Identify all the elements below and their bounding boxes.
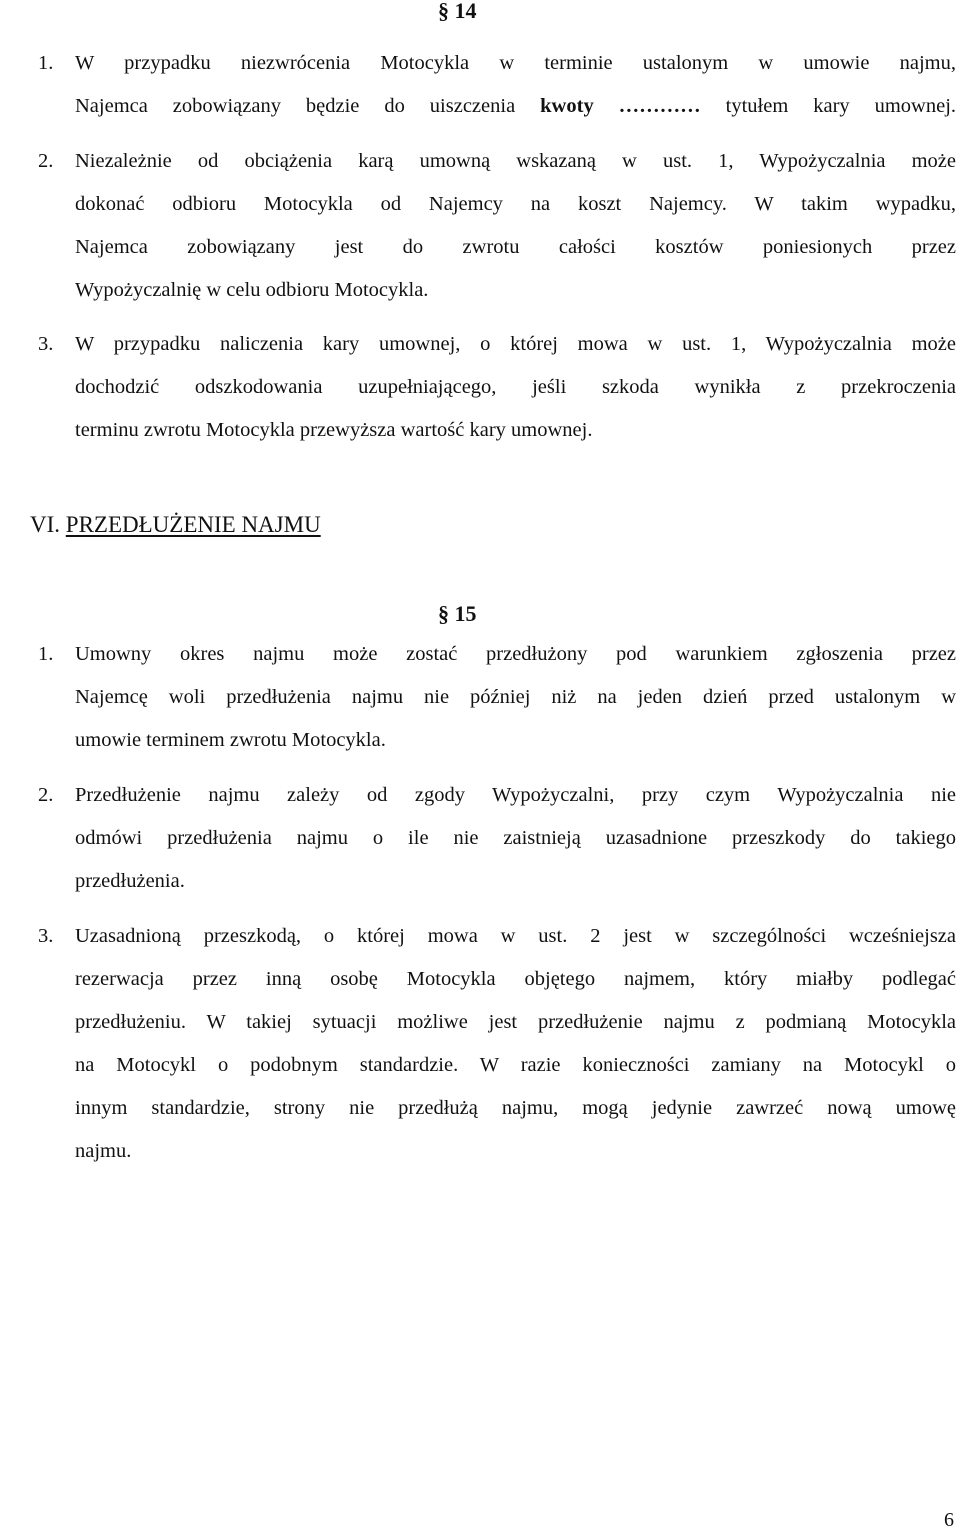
paragraph-number: 3. xyxy=(38,925,54,947)
paragraph-line: umowie terminem zwrotu Motocykla. xyxy=(75,729,386,751)
amount-label: kwoty xyxy=(540,95,594,117)
paragraph-line: Przedłużenie najmu zależy od zgody Wypożyczalni, przy czym Wypożyczalnia nie xyxy=(75,784,956,806)
paragraph-line xyxy=(75,95,956,118)
paragraph-number: 3. xyxy=(38,333,54,355)
amount-blank: ………… xyxy=(618,95,701,117)
paragraph-line: dochodzić odszkodowania uzupełniającego, jeśli szkoda wynikła z przekroczenia xyxy=(75,376,956,398)
page-number: 6 xyxy=(944,1509,954,1531)
paragraph-line: Umowny okres najmu może zostać przedłużony pod warunkiem zgłoszenia przez xyxy=(75,643,956,665)
paragraph-number: 1. xyxy=(38,643,54,665)
paragraph-line: Niezależnie od obciążenia karą umowną wskazaną w ust. 1, Wypożyczalnia może xyxy=(75,150,956,172)
paragraph-line: Uzasadnioną przeszkodą, o której mowa w ust. 2 jest w szczególności wcześniejsza xyxy=(75,925,956,947)
paragraph-line: odmówi przedłużenia najmu o ile nie zaistnieją uzasadnione przeszkody do takiego xyxy=(75,827,956,849)
paragraph-line: Najemca zobowiązany jest do zwrotu całości kosztów poniesionych przez xyxy=(75,236,956,258)
paragraph-line: W przypadku naliczenia kary umownej, o której mowa w ust. 1, Wypożyczalnia może xyxy=(75,333,956,355)
paragraph-line: Wypożyczalnię w celu odbioru Motocykla. xyxy=(75,279,429,301)
paragraph-number: 2. xyxy=(38,784,54,806)
paragraph-line: przedłużenia. xyxy=(75,870,185,892)
chapter-heading xyxy=(30,512,321,538)
paragraph-line: Najemcę woli przedłużenia najmu nie później niż na jeden dzień przed ustalonym w xyxy=(75,686,956,708)
section-mark-14: § 14 xyxy=(438,0,477,23)
paragraph-number: 2. xyxy=(38,150,54,172)
paragraph-line: najmu. xyxy=(75,1140,132,1162)
section-mark-15: § 15 xyxy=(438,601,477,626)
line-text: Najemca zobowiązany będzie do uiszczenia xyxy=(75,95,516,117)
paragraph-number: 1. xyxy=(38,52,54,74)
paragraph-line: terminu zwrotu Motocykla przewyższa wartość kary umownej. xyxy=(75,419,593,441)
paragraph-line: dokonać odbioru Motocykla od Najemcy na koszt Najemcy. W takim wypadku, xyxy=(75,193,956,215)
line-text: tytułem kary umownej. xyxy=(725,95,957,117)
chapter-title: PRZEDŁUŻENIE NAJMU xyxy=(65,512,321,537)
paragraph-line: przedłużeniu. W takiej sytuacji możliwe jest przedłużenie najmu z podmianą Motocykla xyxy=(75,1011,956,1033)
paragraph-line: na Motocykl o podobnym standardzie. W razie konieczności zamiany na Motocykl o xyxy=(75,1054,956,1076)
chapter-number: VI. xyxy=(30,512,61,537)
paragraph-line: W przypadku niezwrócenia Motocykla w terminie ustalonym w umowie najmu, xyxy=(75,52,956,74)
paragraph-line: innym standardzie, strony nie przedłużą najmu, mogą jedynie zawrzeć nową umowę xyxy=(75,1097,956,1119)
paragraph-line: rezerwacja przez inną osobę Motocykla objętego najmem, który miałby podlegać xyxy=(75,968,956,990)
